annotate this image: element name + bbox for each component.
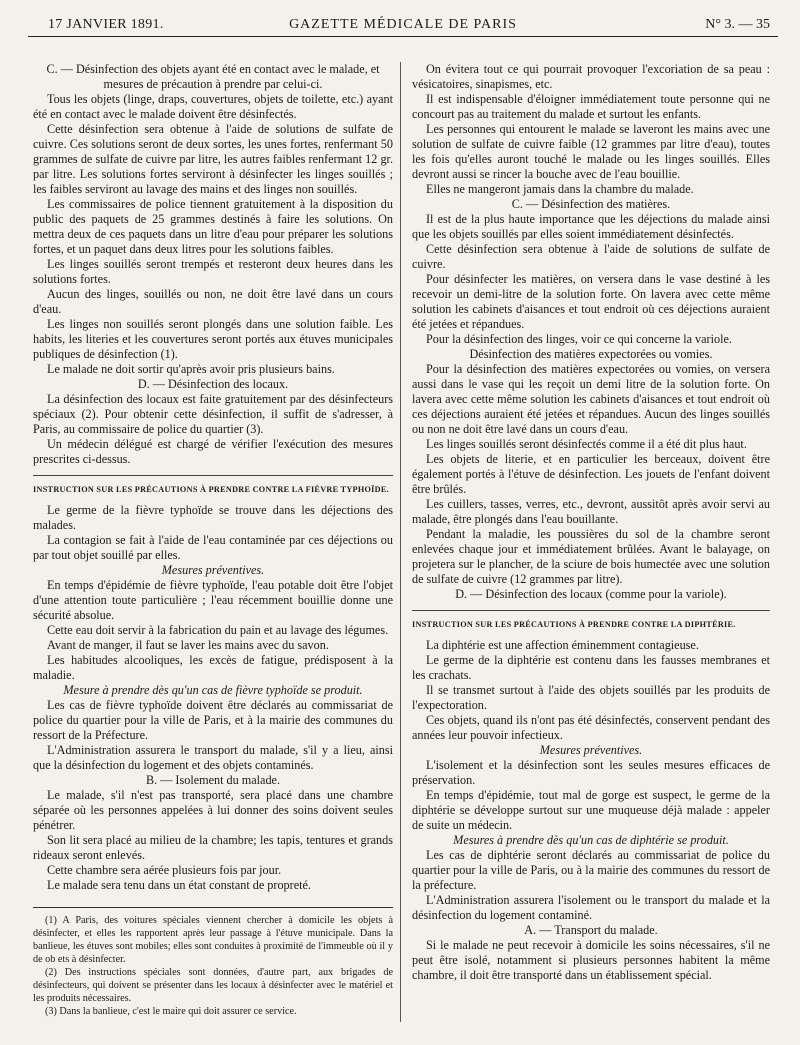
paragraph: Les cuillers, tasses, verres, etc., devront, aussitôt après avoir servi au malade, être plongés dans l'eau bouillante. <box>412 497 770 526</box>
paragraph: Tous les objets (linge, draps, couvertures, objets de toilette, etc.) ayant été en contact avec le malade doivent être désinfectés. <box>33 92 393 121</box>
subheading: Mesures préventives. <box>161 563 265 577</box>
paragraph: Les cas de diphtérie seront déclarés au commissariat de police du quartier pour la ville de Paris, ou à la mairie des communes du ressort de la préfecture. <box>412 848 770 892</box>
paragraph: La contagion se fait à l'aide de l'eau contaminée par ces déjections ou par tout objet souillé par elles. <box>33 533 393 562</box>
section-heading: A. — Transport du malade. <box>524 923 658 937</box>
paragraph: Pour la désinfection des matières expectorées ou vomies, on versera aussi dans le vase qui les reçoit un demi litre de la solution forte. On lavera avec cette même solution les cabinets d'aisances et tout endroit où ces déjections auraient été jetées et répandues. Aucun des linges souillés ou non ne doit être lavé dans un cours d'eau. <box>412 362 770 436</box>
column-divider <box>400 62 401 1022</box>
instruction-heading: INSTRUCTION SUR LES PRÉCAUTIONS À PRENDRE CONTRE LA FIÈVRE TYPHOÏDE. <box>33 475 393 497</box>
page-header <box>28 14 778 37</box>
paragraph: Avant de manger, il faut se laver les mains avec du savon. <box>47 638 329 652</box>
paragraph: Les objets de literie, et en particulier les berceaux, doivent être également portés à l'étuve de désinfection. Les jouets de l'enfant doivent être brûlés. <box>412 452 770 496</box>
section-heading: C. — Désinfection des objets ayant été en contact avec le malade, et mesures de précaution à prendre par celui-ci. <box>46 62 380 91</box>
paragraph: Le malade, s'il n'est pas transporté, sera placé dans une chambre séparée où les personnes appelées à lui donner des soins doivent seules pénétrer. <box>33 788 393 832</box>
section-heading: B. — Isolement du malade. <box>145 773 281 787</box>
paragraph: Les cas de fièvre typhoïde doivent être déclarés au commissariat de police du quartier pour la ville de Paris, et à la mairie des communes du ressort de la Préfecture. <box>33 698 393 742</box>
paragraph: Cette eau doit servir à la fabrication du pain et au lavage des légumes. <box>47 623 389 637</box>
paragraph: Si le malade ne peut recevoir à domicile les soins nécessaires, s'il ne peut être isolé, notamment si plusieurs personnes habitent la même chambre, il doit être transporté dans un établissement spécial. <box>412 938 770 982</box>
paragraph: La diphtérie est une affection éminemment contagieuse. <box>426 638 699 652</box>
section-heading: C. — Désinfection des matières. <box>511 197 671 211</box>
paragraph: L'Administration assurera l'isolement ou le transport du malade et la désinfection du logement contaminé. <box>412 893 770 922</box>
paragraph: Cette chambre sera aérée plusieurs fois par jour. <box>47 863 282 877</box>
paragraph: Les habitudes alcooliques, les excès de fatigue, prédisposent à la maladie. <box>33 653 393 682</box>
paragraph: Il se transmet surtout à l'aide des objets souillés par les produits de l'expectoration. <box>412 683 770 712</box>
paragraph: On évitera tout ce qui pourrait provoquer l'excoriation de sa peau : vésicatoires, sinapismes, etc. <box>412 62 770 91</box>
left-column <box>33 62 393 1018</box>
paragraph: Elles ne mangeront jamais dans la chambre du malade. <box>426 182 694 196</box>
instruction-heading: INSTRUCTION SUR LES PRÉCAUTIONS À PRENDRE CONTRE LA DIPHTÉRIE. <box>412 610 770 632</box>
paragraph: L'Administration assurera le transport du malade, s'il y a lieu, ainsi que la désinfection du logement et des objets contaminés. <box>33 743 393 772</box>
paragraph: Les commissaires de police tiennent gratuitement à la disposition du public des paquets de 25 grammes destinés à faire les solutions. On mettra deux de ces paquets dans un litre d'eau pour préparer les solutions fortes, et un paquet dans deux litres pour les solutions faibles. <box>33 197 393 256</box>
paragraph: La désinfection des locaux est faite gratuitement par des désinfecteurs spéciaux (2). Pour obtenir cette désinfection, il suffit de s'adresser, à Paris, au commissaire de police du quartier (3). <box>33 392 393 436</box>
footnotes <box>33 907 393 1018</box>
issue-date: 17 JANVIER 1891. <box>48 17 164 32</box>
subheading: Mesures préventives. <box>539 743 643 757</box>
paragraph: Les linges souillés seront désinfectés comme il a été dit plus haut. <box>426 437 747 451</box>
paragraph: Le germe de la diphtérie est contenu dans les fausses membranes et les crachats. <box>412 653 770 682</box>
section-heading: Désinfection des matières expectorées ou vomies. <box>469 347 713 361</box>
subheading: Mesure à prendre dès qu'un cas de fièvre typhoïde se produit. <box>63 683 363 697</box>
journal-title: GAZETTE MÉDICALE DE PARIS <box>289 17 517 32</box>
paragraph: Il est de la plus haute importance que les déjections du malade ainsi que les objets souillés par elles soient immédiatement désinfectés. <box>412 212 770 241</box>
paragraph: Les linges non souillés seront plongés dans une solution faible. Les habits, les literies et les couvertures seront portés aux étuves municipales publiques de désinfection (1). <box>33 317 393 361</box>
paragraph: Cette désinfection sera obtenue à l'aide de solutions de sulfate de cuivre. <box>412 242 770 271</box>
paragraph: Pour la désinfection des linges, voir ce qui concerne la variole. <box>426 332 732 346</box>
paragraph: L'isolement et la désinfection sont les seules mesures efficaces de préservation. <box>412 758 770 787</box>
section-heading: D. — Désinfection des locaux. <box>137 377 289 391</box>
paragraph: Il est indispensable d'éloigner immédiatement toute personne qui ne concourt pas au traitement du malade et surtout les enfants. <box>412 92 770 121</box>
subheading: Mesures à prendre dès qu'un cas de diphtérie se produit. <box>453 833 729 847</box>
paragraph: Un médecin délégué est chargé de vérifier l'exécution des mesures prescrites ci-dessus. <box>33 437 393 466</box>
paragraph: Les personnes qui entourent le malade se laveront les mains avec une solution de sulfate de cuivre faible (12 grammes par litre d'eau), toutes les fois qu'elles auront touché le malade ou les linges souillés. Elles devront aussi se rincer la bouche avec de l'eau bouillie. <box>412 122 770 181</box>
paragraph: Cette désinfection sera obtenue à l'aide de solutions de sulfate de cuivre. Ces solutions seront de deux sortes, les unes fortes, renfermant 50 grammes de sulfate de cuivre par litre, les autres faibles renfermant 12 gr. par litre. Les solutions fortes serviront à désinfecter les linges souillés ; les faibles serviront au lavage des mains et des linges non souillés. <box>33 122 393 196</box>
paragraph: Le malade ne doit sortir qu'après avoir pris plusieurs bains. <box>47 362 335 376</box>
paragraph: Pendant la maladie, les poussières du sol de la chambre seront enlevées chaque jour et immédiatement brûlées. Avant le balayage, on projetera sur le plancher, de la sciure de bois humectée avec une solution de sulfate de cuivre (12 grammes par litre). <box>412 527 770 586</box>
footnote: (2) Des instructions spéciales sont données, d'autre part, aux brigades de désinfecteurs, qui doivent se présenter dans les locaux à désinfecter avec le matériel et les produits nécessaires. <box>33 967 393 1004</box>
paragraph: Pour désinfecter les matières, on versera dans le vase destiné à les recevoir un demi-litre de la solution forte. On lavera avec cette même solution les cabinets d'aisances et tout endroit où ces déjections auraient été jetées et répandues. <box>412 272 770 331</box>
paragraph: Ces objets, quand ils n'ont pas été désinfectés, conservent pendant des années leur pouvoir infectieux. <box>412 713 770 742</box>
footnote: (1) A Paris, des voitures spéciales viennent chercher à domicile les objets à désinfecter, et elles les rapportent après leur passage à l'étuve municipale. Dans la banlieue, les étuves sont mobiles; elles sont conduites à proximité de l'immeuble où il y de ob ets à désinfecter. <box>33 915 393 965</box>
paragraph: Le germe de la fièvre typhoïde se trouve dans les déjections des malades. <box>33 503 393 532</box>
footnote: (3) Dans la banlieue, c'est le maire qui doit assurer ce service. <box>45 1006 297 1017</box>
paragraph: Aucun des linges, souillés ou non, ne doit être lavé dans un cours d'eau. <box>33 287 393 316</box>
paragraph: Le malade sera tenu dans un état constant de propreté. <box>47 878 311 892</box>
paragraph: En temps d'épidémie de fièvre typhoïde, l'eau potable doit être l'objet d'une attention toute particulière ; l'eau récemment bouillie donne une sécurité absolue. <box>33 578 393 622</box>
paragraph: En temps d'épidémie, tout mal de gorge est suspect, le germe de la diphtérie se développe surtout sur une muqueuse déjà malade : appeler de suite un médecin. <box>412 788 770 832</box>
issue-page-number: N° 3. — 35 <box>705 17 770 32</box>
right-column <box>412 62 770 983</box>
paragraph: Les linges souillés seront trempés et resteront deux heures dans les solutions fortes. <box>33 257 393 286</box>
paragraph: Son lit sera placé au milieu de la chambre; les tapis, tentures et grands rideaux seront enlevés. <box>33 833 393 862</box>
section-heading: D. — Désinfection des locaux (comme pour la variole). <box>455 587 727 601</box>
